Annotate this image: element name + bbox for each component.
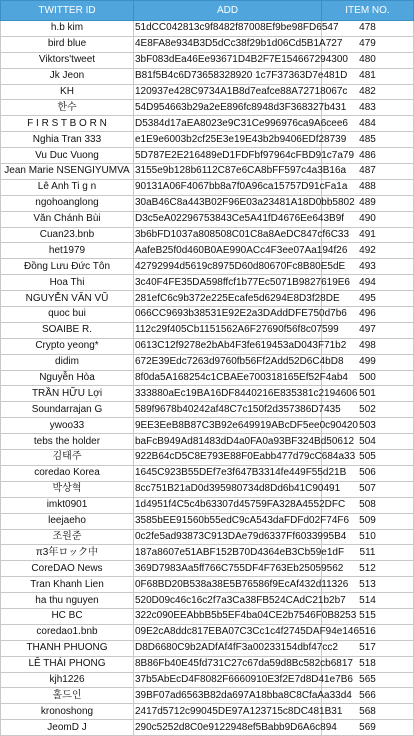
twitter-id-cell: π3年ロック中 (1, 545, 134, 561)
address-cell: 0c2fe5ad93873C913DAe79d6337Ff6033995B4 (134, 529, 322, 545)
item-number-cell: 517 (322, 640, 414, 656)
address-cell: 37b5AbEcD4F8082F6660910E3f2E7d8D41e7B6 (134, 672, 322, 688)
address-cell: 922B64cD5C8E793E88F0Eabb477d79cC684a33 (134, 450, 322, 466)
item-number-cell: 485 (322, 132, 414, 148)
address-cell: 3bF083dEa46Ee93671D4B2F7E154667294300 (134, 52, 322, 68)
address-cell: B81f5B4c6D73658328920 1c7F37363D7e481D (134, 68, 322, 84)
table-row (1, 36, 414, 52)
address-cell: 4E8FA8e934B3D5dCc38f29b1d06Cd5B1A727 (134, 36, 322, 52)
twitter-id-cell: TRẦN HỮU Lợi (1, 386, 134, 402)
item-number-cell: 513 (322, 577, 414, 593)
table-row (1, 418, 414, 434)
address-cell: 8cc751B21aD0d395980734d8Dd6b41C90491 (134, 481, 322, 497)
twitter-id-cell: Cuan23.bnb (1, 227, 134, 243)
item-number-cell: 503 (322, 418, 414, 434)
address-cell: e1E9e6003b2cf25E3e19E43b2b9406EDf28739 (134, 132, 322, 148)
item-number-cell: 498 (322, 338, 414, 354)
address-cell: D8D6680C9b2ADfAf4fF3a00233154dbf47cc2 (134, 640, 322, 656)
twitter-id-cell: 조원준 (1, 529, 134, 545)
table-row (1, 132, 414, 148)
table-row (1, 259, 414, 275)
twitter-id-cell: CoreDAO News (1, 561, 134, 577)
header-add: ADD (134, 1, 322, 21)
item-number-cell: 504 (322, 434, 414, 450)
twitter-id-cell: coredao1.bnb (1, 624, 134, 640)
address-cell: 8B86Fb40E45fd731C27c67da59d8Bc582cb6817 (134, 656, 322, 672)
table-row (1, 688, 414, 704)
table-row (1, 307, 414, 323)
address-cell: 3c40F4FE35DA598ffcf1b77Ec5071B9827619E6 (134, 275, 322, 291)
header-twitter-id: TWITTER ID (1, 1, 134, 21)
twitter-id-cell: tebs the holder (1, 434, 134, 450)
address-cell: D3c5eA02296753843Ce5A41fD4676Ee643B9f (134, 211, 322, 227)
table-row (1, 116, 414, 132)
twitter-id-cell: SOAIBE R. (1, 322, 134, 338)
address-cell: 672E39Edc7263d9760fb56Ff2Add52D6C4bD8 (134, 354, 322, 370)
item-number-cell: 493 (322, 259, 414, 275)
twitter-id-cell: JeomD J (1, 720, 134, 736)
table-row (1, 450, 414, 466)
item-number-cell: 565 (322, 672, 414, 688)
item-number-cell: 479 (322, 36, 414, 52)
item-number-cell: 478 (322, 21, 414, 37)
item-number-cell: 510 (322, 529, 414, 545)
item-number-cell: 502 (322, 402, 414, 418)
address-cell: 322c090EEAbbB5b5EF4ba04CE2b7546F0B8253 (134, 608, 322, 624)
address-cell: 9EE3EeB8B87C3B92e649919ABcDF5ee0c90420 (134, 418, 322, 434)
address-cell: 112c29f405Cb1151562A6F27690f56f8c07599 (134, 322, 322, 338)
twitter-id-cell: THANH PHUONG (1, 640, 134, 656)
item-number-cell: 497 (322, 322, 414, 338)
twitter-id-cell: Nguyễn Hòa (1, 370, 134, 386)
item-number-cell: 483 (322, 100, 414, 116)
twitter-id-cell: Soundarrajan G (1, 402, 134, 418)
table-row (1, 84, 414, 100)
item-number-cell: 508 (322, 497, 414, 513)
twitter-id-cell: Đồng Lưu Đức Tôn (1, 259, 134, 275)
twitter-id-cell: Vu Duc Vuong (1, 148, 134, 164)
twitter-id-cell: Jk Jeon (1, 68, 134, 84)
address-cell: 09E2cA8ddc817EBA07C3Cc1c4f2745DAF94e146 (134, 624, 322, 640)
twitter-id-cell: LÊ THÁI PHONG (1, 656, 134, 672)
address-cell: 51dCC042813c9f8482f87008Ef9be98FD6547 (134, 21, 322, 37)
address-cell: 281efC6c9b372e225Ecafe5d6294E8D3f28DE (134, 291, 322, 307)
table-row (1, 164, 414, 180)
address-cell: 30aB46C8a443B02F96E03a23481A18D0bb5802 (134, 195, 322, 211)
item-number-cell: 486 (322, 148, 414, 164)
twitter-id-cell: ywoo33 (1, 418, 134, 434)
table-row (1, 545, 414, 561)
table-row (1, 624, 414, 640)
table-row (1, 21, 414, 37)
table-row (1, 195, 414, 211)
address-cell: 066CC9693b38531E92E2a3DAddDFE750d7b6 (134, 307, 322, 323)
item-number-cell: 514 (322, 593, 414, 609)
twitter-id-cell: Tran Khanh Lien (1, 577, 134, 593)
twitter-id-cell: HC BC (1, 608, 134, 624)
twitter-id-cell: bird blue (1, 36, 134, 52)
twitter-id-cell: ha thu nguyen (1, 593, 134, 609)
address-cell: 333880aEc19BA16DF8440216E835381c2194606 (134, 386, 322, 402)
item-number-cell: 488 (322, 179, 414, 195)
address-cell: 589f9678b40242af48C7c150f2d357386D7435 (134, 402, 322, 418)
twitter-id-cell: 박상혁 (1, 481, 134, 497)
table-row (1, 211, 414, 227)
table-row (1, 354, 414, 370)
address-cell: 5D787E2E216489eD1FDFbf97964cFBD91c7a79 (134, 148, 322, 164)
item-number-cell: 492 (322, 243, 414, 259)
address-cell: 54D954663b29a2eE896fc8948d3F368327b431 (134, 100, 322, 116)
address-cell: baFcB949Ad81483dD4a0FA0a93BF324Bd50612 (134, 434, 322, 450)
item-number-cell: 484 (322, 116, 414, 132)
address-cell: 42792994d5619c8975D60d80670Fc8B80E5dE (134, 259, 322, 275)
table-row (1, 593, 414, 609)
twitter-id-cell: Văn Chánh Bùi (1, 211, 134, 227)
item-number-cell: 494 (322, 275, 414, 291)
twitter-id-cell: ngohoanglong (1, 195, 134, 211)
item-number-cell: 569 (322, 720, 414, 736)
table-row (1, 243, 414, 259)
table-row (1, 434, 414, 450)
address-cell: 120937e428C9734A1B8d7eafce88A72718067c (134, 84, 322, 100)
item-number-cell: 499 (322, 354, 414, 370)
twitter-id-cell: Hoa Thi (1, 275, 134, 291)
table-row (1, 608, 414, 624)
address-cell: 8f0da5A168254c1CBAEe700318165Ef52F4ab4 (134, 370, 322, 386)
table-row (1, 672, 414, 688)
table-row (1, 656, 414, 672)
twitter-id-cell: h.b kim (1, 21, 134, 37)
item-number-cell: 509 (322, 513, 414, 529)
item-number-cell: 491 (322, 227, 414, 243)
table-row (1, 704, 414, 720)
twitter-id-cell: KH (1, 84, 134, 100)
table-body (1, 21, 414, 736)
item-number-cell: 496 (322, 307, 414, 323)
table-row (1, 148, 414, 164)
address-cell: 3b6bFD1037a808508C01C8a8AeDC847cf6C33 (134, 227, 322, 243)
address-cell: D5384d17aEA8023e9C31Ce996976ca9A6cee6 (134, 116, 322, 132)
address-cell: 290c5252d8C0e9122948ef5Babb9D6A6c894 (134, 720, 322, 736)
table-row (1, 497, 414, 513)
twitter-id-cell: coredao Korea (1, 465, 134, 481)
address-cell: 520D09c46c16c2f7a3Ca38FB524CAdC21b2b7 (134, 593, 322, 609)
twitter-id-cell: Viktors'tweet (1, 52, 134, 68)
address-cell: 369D7983Aa5ff766C755DF4F763Eb25059562 (134, 561, 322, 577)
table-row (1, 338, 414, 354)
address-cell: AafeB25f0d460B0AE990ACc4F3ee07Aa194f26 (134, 243, 322, 259)
item-number-cell: 568 (322, 704, 414, 720)
twitter-id-cell: kronoshong (1, 704, 134, 720)
twitter-id-cell: Crypto yeong* (1, 338, 134, 354)
item-number-cell: 487 (322, 164, 414, 180)
item-number-cell: 511 (322, 545, 414, 561)
table-row (1, 513, 414, 529)
item-number-cell: 482 (322, 84, 414, 100)
table-row (1, 275, 414, 291)
table-row (1, 386, 414, 402)
address-cell: 1d4951f4C5c4b63307d45759FA328A4552DFC (134, 497, 322, 513)
table-row (1, 322, 414, 338)
table-row (1, 227, 414, 243)
item-number-cell: 481 (322, 68, 414, 84)
twitter-id-cell: leejaeho (1, 513, 134, 529)
item-number-cell: 515 (322, 608, 414, 624)
item-number-cell: 507 (322, 481, 414, 497)
twitter-id-cell: Lê Anh Ti g n (1, 179, 134, 195)
address-cell: 3155e9b128b6112C87e6CA8bFF597c4a3B16a (134, 164, 322, 180)
twitter-id-cell: didim (1, 354, 134, 370)
twitter-id-cell: 김태주 (1, 450, 134, 466)
header-row (1, 1, 414, 21)
table-row (1, 481, 414, 497)
table-row (1, 68, 414, 84)
item-number-cell: 501 (322, 386, 414, 402)
item-number-cell: 490 (322, 211, 414, 227)
twitter-id-cell: 홀드인 (1, 688, 134, 704)
address-cell: 3585bEE91560b55edC9cA543daFDFd02F74F6 (134, 513, 322, 529)
table-row (1, 465, 414, 481)
address-cell: 39BF07ad6563B82da697A18bba8C8CfaAa33d4 (134, 688, 322, 704)
table-row (1, 720, 414, 736)
twitter-id-cell: het1979 (1, 243, 134, 259)
table-row (1, 370, 414, 386)
item-number-cell: 495 (322, 291, 414, 307)
item-number-cell: 480 (322, 52, 414, 68)
item-number-cell: 506 (322, 465, 414, 481)
address-cell: 2417d5712c99045DE97A123715c8DC481B31 (134, 704, 322, 720)
twitter-id-cell: NGUYỄN VĂN VŨ (1, 291, 134, 307)
twitter-id-cell: Nghia Tran 333 (1, 132, 134, 148)
twitter-id-cell: quoc bui (1, 307, 134, 323)
table-row (1, 291, 414, 307)
item-number-cell: 516 (322, 624, 414, 640)
table-row (1, 577, 414, 593)
address-cell: 90131A06F4067bb8a7f0A96ca15757D91cFa1a (134, 179, 322, 195)
item-number-cell: 489 (322, 195, 414, 211)
address-cell: 0613C12f9278e2bAb4F3fe619453aD043F71b2 (134, 338, 322, 354)
twitter-id-cell: 한수 (1, 100, 134, 116)
table-row (1, 640, 414, 656)
table-row (1, 52, 414, 68)
address-cell: 187a8607e51ABF152B70D4364eB3Cb59e1dF (134, 545, 322, 561)
twitter-id-cell: kjh1226 (1, 672, 134, 688)
table-row (1, 561, 414, 577)
twitter-id-cell: Jean Marie NSENGIYUMVA (1, 164, 134, 180)
address-cell: 1645C923B55DEf7e3f647B3314fe449F55d21B (134, 465, 322, 481)
table-row (1, 100, 414, 116)
address-cell: 0F68BD20B538a38E5B76586f9EcAf432d11326 (134, 577, 322, 593)
twitter-id-cell: imkt0901 (1, 497, 134, 513)
item-number-cell: 512 (322, 561, 414, 577)
table-row (1, 179, 414, 195)
item-number-cell: 505 (322, 450, 414, 466)
item-number-cell: 566 (322, 688, 414, 704)
item-number-cell: 500 (322, 370, 414, 386)
twitter-id-cell: F I R S T B O R N (1, 116, 134, 132)
table-row (1, 529, 414, 545)
header-item-no: ITEM NO. (322, 1, 414, 21)
table-row (1, 402, 414, 418)
item-number-cell: 518 (322, 656, 414, 672)
